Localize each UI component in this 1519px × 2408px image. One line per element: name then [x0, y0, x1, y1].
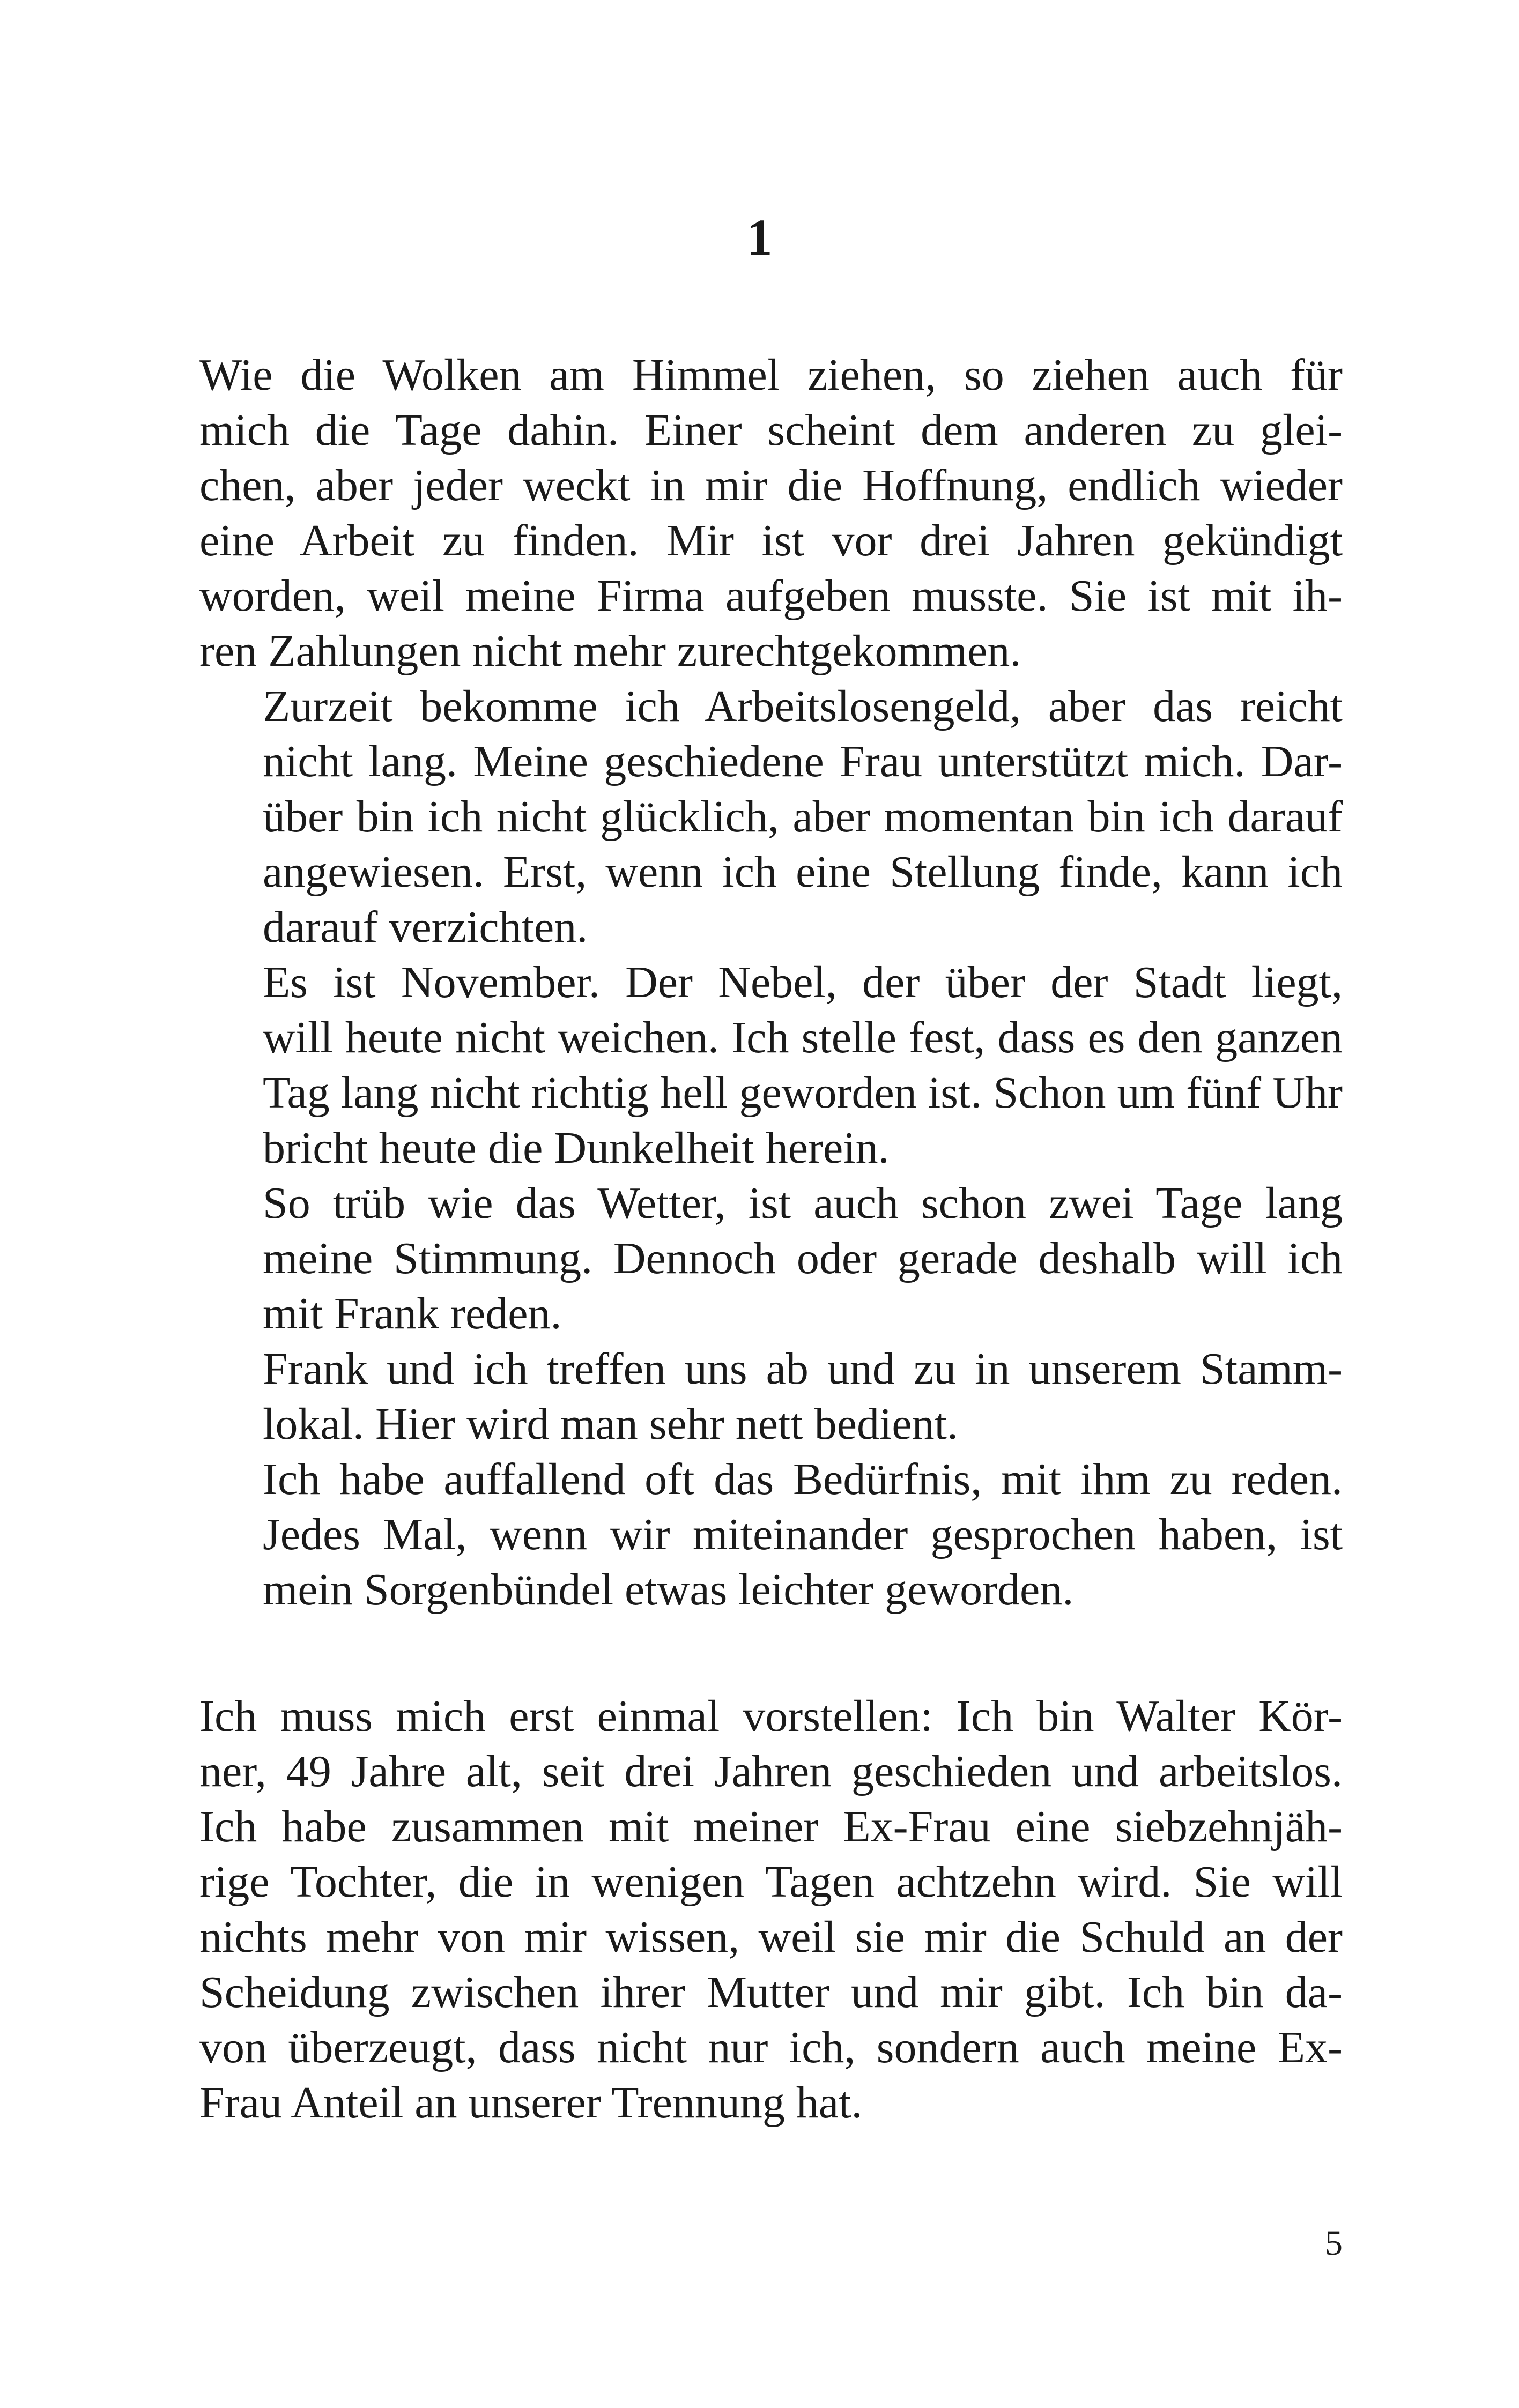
text-line: mein Sorgenbündel etwas leichter geworden. [263, 1565, 1074, 1615]
text-line: meine Stimmung. Dennoch oder gerade deshalb will ich [263, 1233, 1343, 1283]
paragraph [199, 1341, 1343, 1452]
text-line: Frau Anteil an unserer Trennung hat. [199, 2078, 863, 2128]
text-line: ner, 49 Jahre alt, seit drei Jahren geschieden und arbeitslos. [199, 1746, 1343, 1796]
text-line: Ich habe zusammen mit meiner Ex-Frau eine siebzehnjäh- [199, 1802, 1343, 1852]
text-line: darauf verzichten. [263, 902, 588, 952]
text-line: Tag lang nicht richtig hell geworden ist. Schon um fünf Uhr [263, 1068, 1343, 1118]
text-line: angewiesen. Erst, wenn ich eine Stellung finde, kann ich [263, 847, 1343, 897]
paragraph [199, 1689, 1343, 2130]
text-line: will heute nicht weichen. Ich stelle fest, dass es den ganzen [263, 1013, 1343, 1062]
chapter-text-section-1 [199, 347, 1343, 1617]
text-line: bricht heute die Dunkelheit herein. [263, 1123, 890, 1173]
chapter-text-section-2 [199, 1689, 1343, 2130]
text-line: chen, aber jeder weckt in mir die Hoffnung, endlich wieder [199, 460, 1343, 510]
text-line: ren Zahlungen nicht mehr zurechtgekommen. [199, 626, 1021, 676]
text-line: Es ist November. Der Nebel, der über der Stadt liegt, [263, 957, 1343, 1007]
text-line: mich die Tage dahin. Einer scheint dem anderen zu glei- [199, 405, 1343, 455]
text-line: Frank und ich treffen uns ab und zu in unserem Stamm- [263, 1344, 1343, 1394]
text-line: nichts mehr von mir wissen, weil sie mir die Schuld an der [199, 1912, 1343, 1962]
text-line: über bin ich nicht glücklich, aber momentan bin ich darauf [263, 792, 1343, 842]
paragraph [199, 679, 1343, 955]
text-line: Jedes Mal, wenn wir miteinander gesprochen haben, ist [263, 1510, 1343, 1559]
text-line: Scheidung zwischen ihrer Mutter und mir gibt. Ich bin da- [199, 1967, 1343, 2017]
paragraph [199, 1452, 1343, 1617]
text-line: Wie die Wolken am Himmel ziehen, so ziehen auch für [199, 350, 1343, 400]
chapter-number: 1 [746, 209, 773, 266]
page-number: 5 [1325, 2224, 1343, 2263]
text-line: worden, weil meine Firma aufgeben musste. Sie ist mit ih- [199, 571, 1343, 621]
paragraph [199, 955, 1343, 1176]
text-line: nicht lang. Meine geschiedene Frau unterstützt mich. Dar- [263, 737, 1343, 786]
text-line: Ich muss mich erst einmal vorstellen: Ich bin Walter Kör- [199, 1691, 1343, 1741]
text-line: rige Tochter, die in wenigen Tagen achtzehn wird. Sie will [199, 1857, 1343, 1907]
text-line: Zurzeit bekomme ich Arbeitslosengeld, aber das reicht [263, 681, 1343, 731]
text-line: So trüb wie das Wetter, ist auch schon zwei Tage lang [263, 1178, 1343, 1228]
paragraph [199, 347, 1343, 679]
text-line: von überzeugt, dass nicht nur ich, sondern auch meine Ex- [199, 2023, 1343, 2072]
text-line: lokal. Hier wird man sehr nett bedient. [263, 1399, 958, 1449]
text-line: mit Frank reden. [263, 1289, 562, 1339]
text-line: eine Arbeit zu finden. Mir ist vor drei Jahren gekündigt [199, 516, 1343, 566]
text-line: Ich habe auffallend oft das Bedürfnis, mit ihm zu reden. [263, 1454, 1343, 1504]
paragraph [199, 1176, 1343, 1341]
